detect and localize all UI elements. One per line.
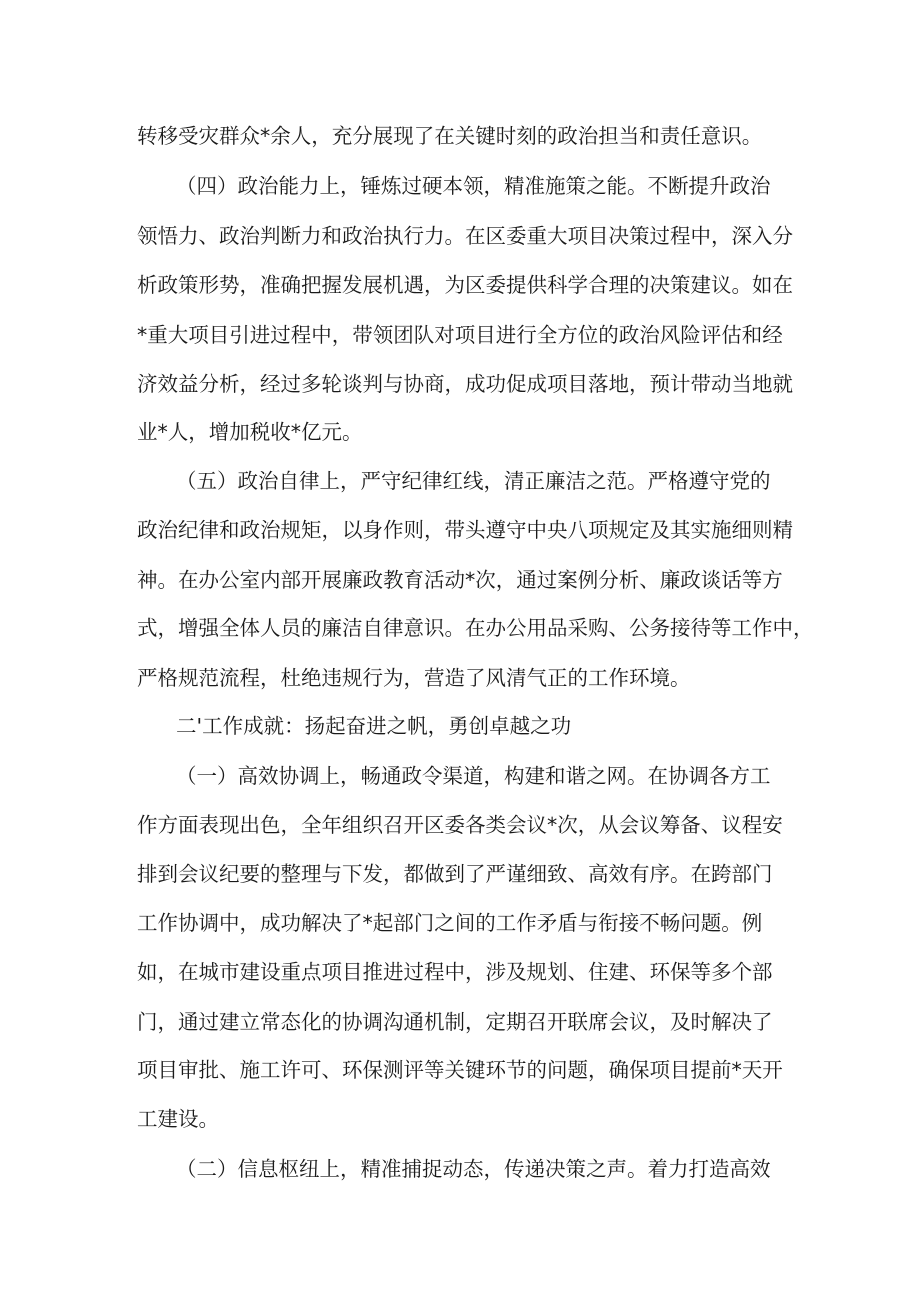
paragraph-heading-line: （四）政治能力上，锤炼过硬本领，精准施策之能。不断提升政治 [176,174,771,198]
text-line: *重大项目引进过程中，带领团队对项目进行全方位的政治风险评估和经 [137,323,783,347]
text-line: 门，通过建立常态化的协调沟通机制，定期召开联席会议，及时解决了 [137,1010,773,1034]
text-line: 神。在办公室内部开展廉政教育活动*次，通过案例分析、廉政谈话等方 [137,568,783,592]
text-line: 工建设。 [137,1107,219,1131]
text-line: 排到会议纪要的整理与下发，都做到了严谨细致、高效有序。在跨部门 [137,862,773,886]
text-line: 析政策形势，准确把握发展机遇，为区委提供科学合理的决策建议。如在 [137,273,793,297]
text-line: 业*人，增加税收*亿元。 [137,420,363,444]
text-line: 作方面表现出色，全年组织召开区委各类会议*次，从会议筹备、议程安 [137,813,783,837]
paragraph-heading-line: （一）高效协调上，畅通政令渠道，构建和谐之网。在协调各方工 [176,764,771,788]
text-line: 严格规范流程，杜绝违规行为，营造了风清气正的工作环境。 [137,666,691,690]
text-line: 项目审批、施工许可、环保测评等关键环节的问题，确保项目提前*天开 [137,1058,783,1082]
text-line: 领悟力、政治判断力和政治执行力。在区委重大项目决策过程中，深入分 [137,224,793,248]
text-line: 工作协调中，成功解决了*起部门之间的工作矛盾与衔接不畅问题。例 [137,911,763,935]
text-line: 转移受灾群众*余人，充分展现了在关键时刻的政治担当和责任意识。 [137,124,763,148]
text-line: 政治纪律和政治规矩，以身作则，带头遵守中央八项规定及其实施细则精 [137,518,793,542]
paragraph-heading-line: （二）信息枢纽上，精准捕捉动态，传递决策之声。着力打造高效 [176,1157,771,1181]
text-line: 如，在城市建设重点项目推进过程中，涉及规划、住建、环保等多个部 [137,960,773,984]
section-heading: 二'工作成就：扬起奋进之帆，勇创卓越之功 [176,714,572,738]
text-line: 济效益分析，经过多轮谈判与协商，成功促成项目落地，预计带动当地就 [137,372,793,396]
paragraph-heading-line: （五）政治自律上，严守纪律红线，清正廉洁之范。严格遵守党的 [176,469,771,493]
text-line: 式，增强全体人员的廉洁自律意识。在办公用品采购、公务接待等工作中， [137,616,814,640]
